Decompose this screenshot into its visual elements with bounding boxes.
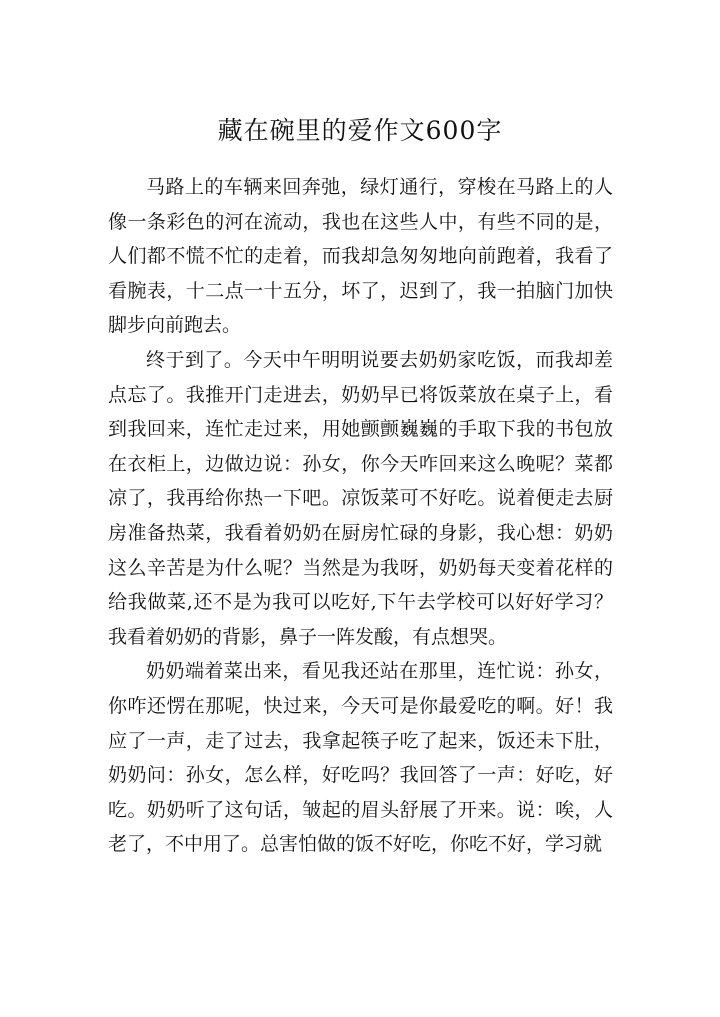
document-body	[108, 170, 613, 862]
paragraph: 奶奶端着菜出来，看见我还站在那里，连忙说：孙女，你咋还愣在那呢，快过来，今天可是你最爱吃的啊。好！我应了一声，走了过去，我拿起筷子吃了起来，饭还未下肚，奶奶问：孙女，怎么样，好吃吗？我回答了一声：好吃，好吃。奶奶听了这句话，皱起的眉头舒展了开来。说：唉，人老了，不中用了。总害怕做的饭不好吃，你吃不好，学习就	[108, 660, 613, 856]
document-title: 藏在碗里的爱作文600字	[217, 116, 503, 145]
paragraph: 马路上的车辆来回奔弛，绿灯通行，穿梭在马路上的人像一条彩色的河在流动，我也在这些人中，有些不同的是，人们都不慌不忙的走着，而我却急匆匆地向前跑着，我看了看腕表，十二点一十五分，坏了，迟到了，我一拍脑门加快脚步向前跑去。	[108, 176, 613, 337]
paragraph: 终于到了。今天中午明明说要去奶奶家吃饭，而我却差点忘了。我推开门走进去，奶奶早已将饭菜放在桌子上，看到我回来，连忙走过来，用她颤颤巍巍的手取下我的书包放在衣柜上，边做边说：孙女，你今天咋回来这么晚呢？菜都凉了，我再给你热一下吧。凉饭菜可不好吃。说着便走去厨房准备热菜，我看着奶奶在厨房忙碌的身影，我心想：奶奶这么辛苦是为什么呢？当然是为我呀，奶奶每天变着花样的给我做菜,还不是为我可以吃好,下午去学校可以好好学习？我看着奶奶的背影，鼻子一阵发酸，有点想哭。	[108, 348, 613, 648]
